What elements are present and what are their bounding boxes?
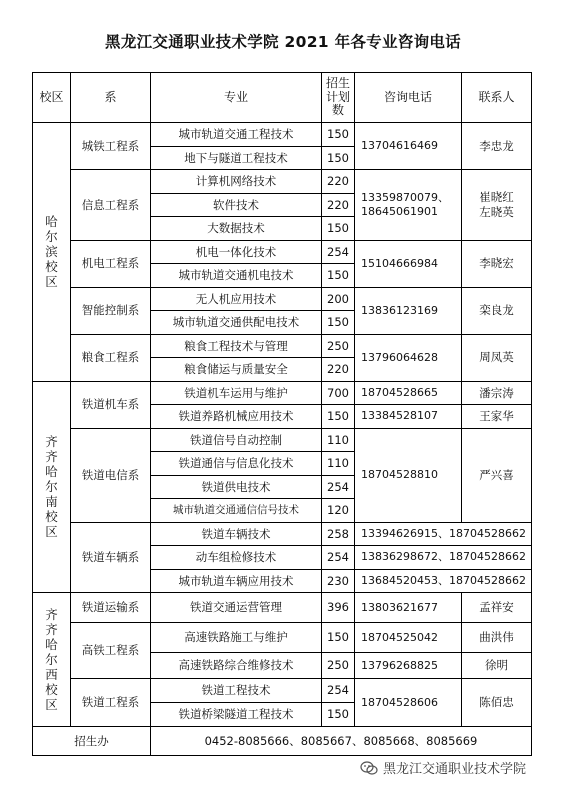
dept-cell: 高铁工程系 (71, 623, 151, 679)
major-cell: 地下与隧道工程技术 (151, 146, 322, 170)
table-row (33, 593, 532, 623)
quota-cell: 120 (322, 499, 355, 523)
contact-cell: 陈佰忠 (462, 679, 532, 727)
major-cell: 铁道车辆技术 (151, 522, 322, 546)
major-cell: 粮食工程技术与管理 (151, 334, 322, 358)
phone-cell: 13803621677 (355, 593, 462, 623)
recruit-row (33, 727, 532, 756)
phone-cell: 13836123169 (355, 287, 462, 334)
page-title: 黑龙江交通职业技术学院 2021 年各专业咨询电话 (105, 33, 461, 51)
quota-cell: 150 (322, 703, 355, 727)
header-contact: 联系人 (462, 73, 532, 123)
table-row (33, 123, 532, 147)
contact-cell: 栾良龙 (462, 287, 532, 334)
phone-cell: 18704525042 (355, 623, 462, 653)
major-cell: 铁道机车运用与维护 (151, 381, 322, 405)
contact-cell: 严兴喜 (462, 428, 532, 522)
wechat-icon (360, 761, 378, 775)
contact-cell: 潘宗涛 (462, 381, 532, 405)
campus-cell (33, 123, 71, 382)
dept-cell: 铁道车辆系 (71, 522, 151, 593)
campus-cell (33, 381, 71, 593)
phone-cell: 13394626915、18704528662 (355, 522, 532, 546)
major-cell: 机电一体化技术 (151, 240, 322, 264)
major-cell: 铁道工程技术 (151, 679, 322, 703)
major-cell: 铁道桥梁隧道工程技术 (151, 703, 322, 727)
dept-cell: 智能控制系 (71, 287, 151, 334)
contact-cell: 曲洪伟 (462, 623, 532, 653)
quota-cell: 230 (322, 569, 355, 593)
major-cell: 铁道养路机械应用技术 (151, 405, 322, 429)
major-cell: 城市轨道车辆应用技术 (151, 569, 322, 593)
phone-line: 13359870079、 (361, 191, 449, 204)
campus-name: 哈尔滨校区 (45, 214, 58, 290)
header-dept: 系 (71, 73, 151, 123)
quota-cell: 150 (322, 146, 355, 170)
phone-cell: 18704528665 (355, 381, 462, 405)
contact-cell: 王家华 (462, 405, 532, 429)
header-campus: 校区 (33, 73, 71, 123)
quota-cell: 258 (322, 522, 355, 546)
major-cell: 动车组检修技术 (151, 546, 322, 570)
contact-cell: 徐明 (462, 653, 532, 679)
consult-table (32, 72, 532, 756)
phone-cell: 13796064628 (355, 334, 462, 381)
phone-cell: 13796268825 (355, 653, 462, 679)
major-cell: 城市轨道交通通信信号技术 (151, 499, 322, 523)
quota-cell: 254 (322, 679, 355, 703)
dept-cell: 城铁工程系 (71, 123, 151, 170)
major-cell: 城市轨道交通机电技术 (151, 264, 322, 288)
phone-cell (355, 170, 462, 241)
contact-cell: 孟祥安 (462, 593, 532, 623)
header-phone: 咨询电话 (355, 73, 462, 123)
quota-cell: 200 (322, 287, 355, 311)
recruit-phones: 0452-8085666、8085667、8085668、8085669 (151, 727, 532, 756)
table-row (33, 623, 532, 653)
quota-cell: 220 (322, 170, 355, 194)
quota-cell: 150 (322, 123, 355, 147)
quota-cell: 220 (322, 193, 355, 217)
dept-cell: 信息工程系 (71, 170, 151, 241)
table-row (33, 334, 532, 358)
quota-cell: 150 (322, 405, 355, 429)
contact-line: 左晓英 (479, 204, 514, 219)
phone-cell: 18704528606 (355, 679, 462, 727)
watermark-text: 黑龙江交通职业技术学院 (383, 762, 527, 777)
table-row (33, 428, 532, 452)
dept-cell: 铁道运输系 (71, 593, 151, 623)
major-cell: 铁道通信与信息化技术 (151, 452, 322, 476)
table-row (33, 522, 532, 546)
quota-cell: 250 (322, 334, 355, 358)
quota-cell: 150 (322, 311, 355, 335)
major-cell: 高速铁路综合维修技术 (151, 653, 322, 679)
contact-cell: 周凤英 (462, 334, 532, 381)
phone-cell: 13704616469 (355, 123, 462, 170)
major-cell: 铁道信号自动控制 (151, 428, 322, 452)
campus-name: 齐齐哈尔西校区 (45, 606, 58, 712)
major-cell: 软件技术 (151, 193, 322, 217)
table-row (33, 381, 532, 405)
quota-cell: 220 (322, 358, 355, 382)
phone-cell: 13836298672、18704528662 (355, 546, 532, 570)
major-cell: 大数据技术 (151, 217, 322, 241)
phone-cell: 13384528107 (355, 405, 462, 429)
dept-cell: 铁道电信系 (71, 428, 151, 522)
quota-cell: 150 (322, 623, 355, 653)
quota-cell: 700 (322, 381, 355, 405)
contact-cell: 李忠龙 (462, 123, 532, 170)
dept-cell: 机电工程系 (71, 240, 151, 287)
header-quota (322, 73, 355, 123)
quota-cell: 254 (322, 475, 355, 499)
quota-cell: 254 (322, 546, 355, 570)
major-cell: 计算机网络技术 (151, 170, 322, 194)
contact-cell (462, 170, 532, 241)
quota-cell: 110 (322, 428, 355, 452)
dept-cell: 铁道机车系 (71, 381, 151, 428)
major-cell: 城市轨道交通工程技术 (151, 123, 322, 147)
major-cell: 粮食储运与质量安全 (151, 358, 322, 382)
major-cell: 铁道交通运营管理 (151, 593, 322, 623)
quota-cell: 254 (322, 240, 355, 264)
table-row (33, 170, 532, 194)
dept-cell: 铁道工程系 (71, 679, 151, 727)
major-cell: 无人机应用技术 (151, 287, 322, 311)
quota-cell: 250 (322, 653, 355, 679)
table-row (33, 679, 532, 703)
quota-cell: 396 (322, 593, 355, 623)
quota-cell: 150 (322, 264, 355, 288)
major-cell: 高速铁路施工与维护 (151, 623, 322, 653)
header-major: 专业 (151, 73, 322, 123)
contact-line: 崔晓红 (479, 190, 514, 205)
recruit-label: 招生办 (33, 727, 151, 756)
campus-name: 齐齐哈尔南校区 (45, 434, 58, 540)
phone-cell: 18704528810 (355, 428, 462, 522)
table-row (33, 240, 532, 264)
table-row (33, 287, 532, 311)
major-cell: 铁道供电技术 (151, 475, 322, 499)
quota-cell: 150 (322, 217, 355, 241)
header-row (33, 73, 532, 123)
wechat-watermark (360, 758, 526, 777)
phone-cell: 13684520453、18704528662 (355, 569, 532, 593)
header-quota-text: 招生 计划 数 (325, 75, 350, 118)
contact-cell: 李晓宏 (462, 240, 532, 287)
dept-cell: 粮食工程系 (71, 334, 151, 381)
major-cell: 城市轨道交通供配电技术 (151, 311, 322, 335)
phone-line: 18645061901 (361, 204, 438, 218)
campus-cell (33, 593, 71, 727)
phone-cell: 15104666984 (355, 240, 462, 287)
quota-cell: 110 (322, 452, 355, 476)
